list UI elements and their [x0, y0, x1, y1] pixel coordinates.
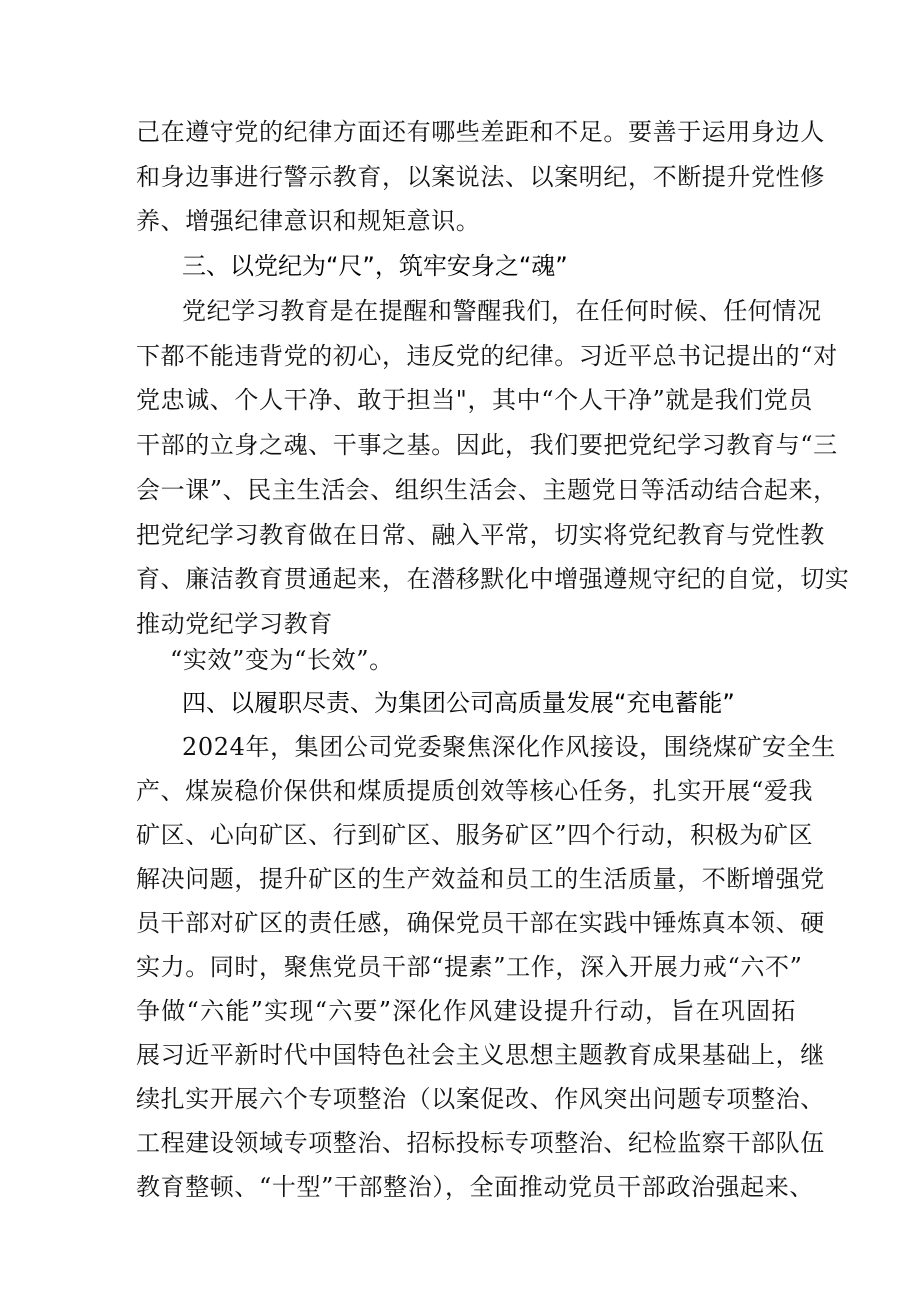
paragraph-line: 争做“六能”实现“六要”深化作风建设提升行动，旨在巩固拓: [136, 997, 796, 1025]
paragraph-line: 党忠诚、个人干净、敢于担当"，其中“个人干净”就是我们党员: [136, 386, 813, 414]
paragraph-line: 员干部对矿区的责任感，确保党员干部在实践中锤炼真本领、硬: [136, 909, 825, 937]
section-heading-3: 三、以党纪为“尺”，筑牢安身之“魂”: [182, 252, 568, 280]
paragraph-line: 推动党纪学习教育: [136, 610, 333, 638]
paragraph-line: 产、煤炭稳价保供和煤质提质创效等核心任务，扎实开展“爱我: [136, 777, 814, 805]
paragraph-line: 和身边事进行警示教育，以案说法、以案明纪，不断提升党性修: [136, 163, 825, 191]
paragraph-line: 养、增强纪律意识和规矩意识。: [136, 207, 481, 235]
paragraph-line: 会一课”、民主生活会、组织生活会、主题党日等活动结合起来，: [136, 476, 838, 504]
paragraph-line: 展习近平新时代中国特色社会主义思想主题教育成果基础上，继: [136, 1041, 825, 1069]
paragraph-line: 续扎实开展六个专项整治（以案促改、作风突出问题专项整治、: [136, 1085, 825, 1113]
paragraph-line: 矿区、心向矿区、行到矿区、服务矿区”四个行动，积极为矿区: [136, 821, 814, 849]
section-heading-4: 四、以履职尽责、为集团公司高质量发展“充电蓄能”: [182, 689, 735, 717]
paragraph-line: 下都不能违背党的初心，违反党的纪律。习近平总书记提出的“对: [136, 342, 838, 370]
paragraph-line: 教育整顿、“十型”干部整治），全面推动党员干部政治强起来、: [136, 1173, 814, 1201]
paragraph-line: 实力。同时，聚焦党员干部“提素”工作，深入开展力戒“六不”: [136, 953, 803, 981]
paragraph-line: 工程建设领域专项整治、招标投标专项整治、纪检监察干部队伍: [136, 1129, 825, 1157]
paragraph-line: 党纪学习教育是在提醒和警醒我们，在任何时候、任何情况: [182, 297, 822, 325]
paragraph-line: 2024年，集团公司党委聚焦深化作风接设，围绕煤矿安全生: [182, 733, 836, 761]
paragraph-line: 解决问题，提升矿区的生产效益和员工的生活质量，不断增强党: [136, 865, 825, 893]
paragraph-line: 己在遵守党的纪律方面还有哪些差距和不足。要善于运用身边人: [136, 118, 825, 146]
paragraph-line: 育、廉洁教育贯通起来，在潜移默化中增强遵规守纪的自觉，切实: [136, 565, 850, 593]
paragraph-line: “实效”变为“长效”。: [170, 646, 394, 674]
paragraph-line: 干部的立身之魂、干事之基。因此，我们要把党纪学习教育与“三: [136, 431, 838, 459]
paragraph-line: 把党纪学习教育做在日常、融入平常，切实将党纪教育与党性教: [136, 521, 825, 549]
